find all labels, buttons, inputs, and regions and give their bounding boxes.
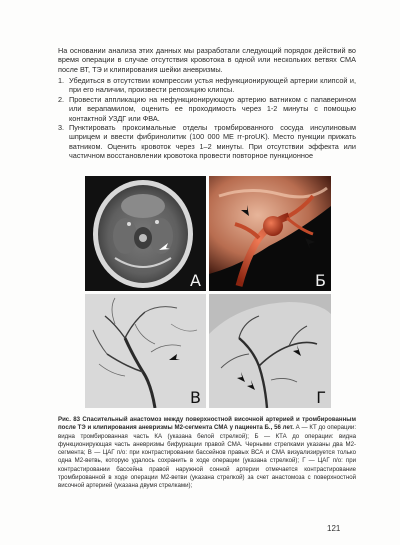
intro-paragraph: На основании анализа этих данных мы разработали следующий порядок действий во время операции в случае отсутствия кровотока в одной или нескольких ветвях СМА после ВТ, ТЭ и клипирования шейки аневризмы.	[58, 46, 356, 74]
cta-3d-image	[209, 176, 331, 291]
procedure-steps	[58, 76, 356, 161]
panel-letter: А	[190, 271, 201, 290]
figure-caption	[58, 416, 356, 491]
step-text: Пунктировать проксимальные отделы тромбированного сосуда инсулиновым шприцем и ввести фибринолитик (100 000 МЕ rr-proUK). Место пункции прижать ватником. Оценить кровоток через 1–2 минуты. При отсутствии эффекта или частичном восстановлении кровотока провести повторное пункционное	[69, 123, 356, 161]
step-text: Провести аппликацию на нефункционирующую артерию ватником с папаверином или верапамилом, оценить ее проходимость через 1-2 минуты с помощью контактной УЗДГ или ФВА.	[69, 94, 356, 123]
panel-a-ct-image	[85, 176, 206, 291]
panel-g-angiogram	[209, 294, 331, 408]
panel-letter: В	[190, 388, 201, 407]
angiogram-image	[209, 294, 331, 408]
step-number: 1.	[58, 76, 65, 85]
figure-83	[85, 176, 331, 408]
step-item	[58, 123, 356, 161]
page-number: 121	[327, 524, 341, 533]
step-text: Убедиться в отсутствии компрессии устья нефункционирующей артерии клипсой и, при его наличии, произвести репозицию клипсы.	[69, 76, 356, 95]
step-item	[58, 95, 356, 123]
step-item	[58, 76, 356, 95]
caption-body: А — КТ до операции: видна тромбированная часть КА (указана белой стрелкой); Б — КТА до операции: видна функционирующая часть аневризмы бифуркации правой СМА. Черными стрелками указаны два М2-сегмента; В — ЦАГ п/о: при контрастировании бассейнов правых ВСА и СМА визуализируется только одна М2-ветвь, которую удалось сохранить в ходе операции (указана стрелкой); Г — ЦАГ п/о: при контрастировании бассейна правой наружной сонной артерии отмечается контрастирование тромбированной в ходе операции М2-ветви (указана стрелкой) за счет анастомоза с поверхностной височной артерией (указана двумя стрелками);	[58, 424, 357, 490]
panel-b-cta-image	[209, 176, 331, 291]
step-number: 2.	[58, 94, 65, 104]
caption-title: Рис. 83 Спасительный анастомоз между поверхностной височной артерией и тромбированным после ТЭ и клипирования аневризмы М2-сегмента СМА у пациента Б., 56 лет.	[58, 416, 356, 432]
angiogram-image	[85, 294, 206, 408]
ct-scan-image	[85, 176, 206, 291]
panel-letter: Б	[315, 271, 326, 290]
panel-letter: Г	[316, 388, 326, 407]
step-number: 3.	[58, 123, 65, 133]
panel-v-angiogram	[85, 294, 206, 408]
